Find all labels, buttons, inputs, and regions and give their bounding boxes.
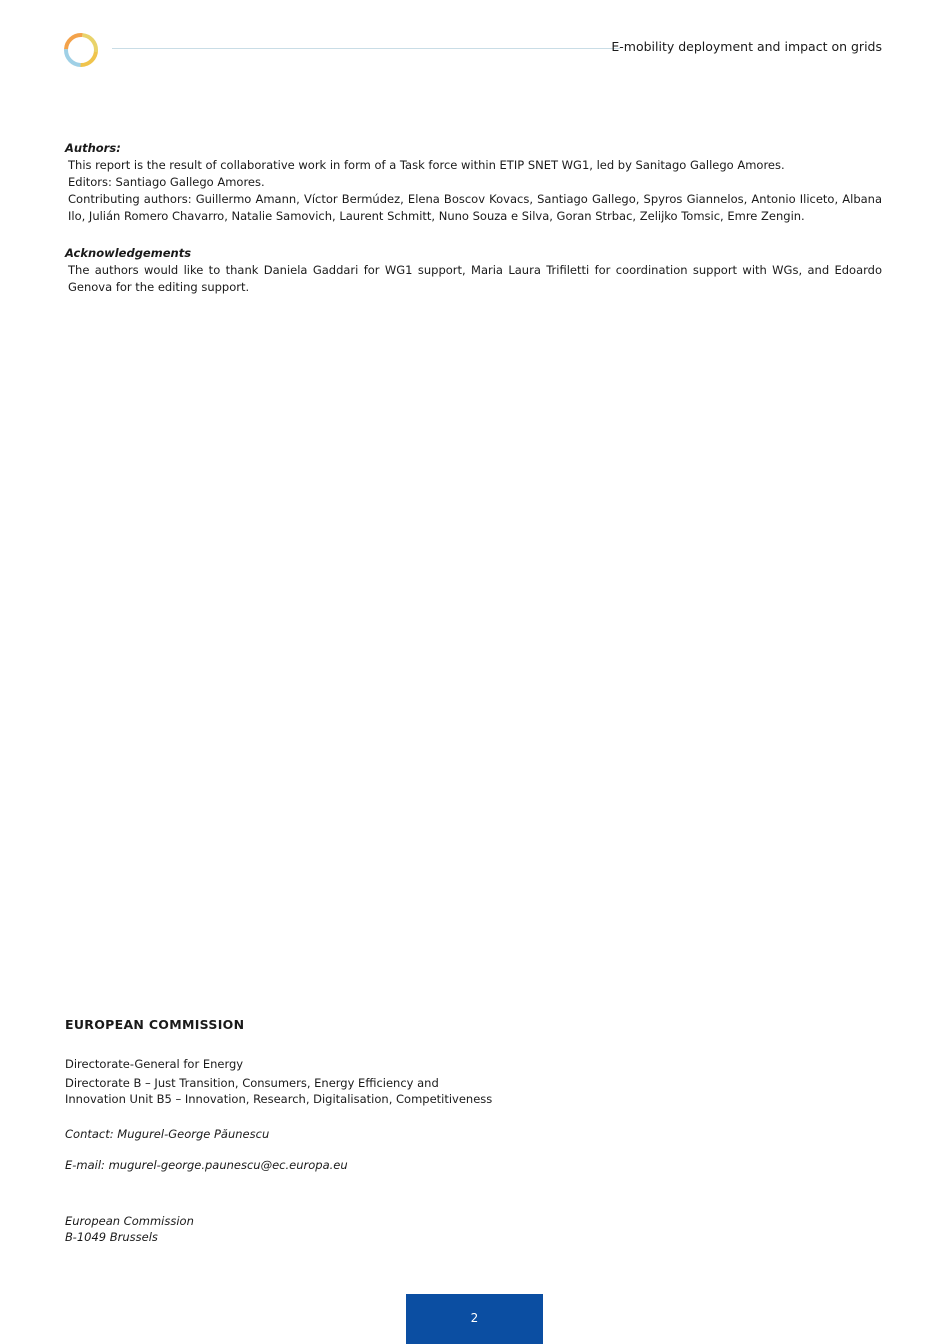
contact-line: Contact: Mugurel-George Păunescu <box>65 1127 270 1141</box>
directorate-general: Directorate-General for Energy <box>65 1057 244 1071</box>
authors-section <box>68 157 882 225</box>
acknowledgements-heading: Acknowledgements <box>65 246 192 260</box>
document-title: E-mobility deployment and impact on grids <box>611 39 882 54</box>
authors-intro: This report is the result of collaborative work in form of a Task force within ETIP SNET WG1, led by Sanitago Gallego Amores. <box>68 158 785 172</box>
header-divider <box>112 48 620 49</box>
address-line-1: European Commission <box>65 1214 194 1228</box>
address-line-2: B-1049 Brussels <box>65 1230 158 1244</box>
directorate-line-2: Innovation Unit B5 – Innovation, Research, Digitalisation, Competitiveness <box>65 1092 493 1106</box>
page-number-box <box>406 1294 543 1344</box>
logo-ring-icon <box>62 31 100 69</box>
european-commission-heading: EUROPEAN COMMISSION <box>65 1017 245 1032</box>
email-line: E-mail: mugurel-george.paunescu@ec.europa.eu <box>65 1158 348 1172</box>
authors-heading: Authors: <box>65 141 121 155</box>
acknowledgements-text: The authors would like to thank Daniela Gaddari for WG1 support, Maria Laura Trifiletti for coordination support with WGs, and Edoardo Genova for the editing support. <box>68 263 882 294</box>
editors-line: Editors: Santiago Gallego Amores. <box>68 175 265 189</box>
contributing-authors: Contributing authors: Guillermo Amann, Víctor Bermúdez, Elena Boscov Kovacs, Santiago Gallego, Spyros Giannelos, Antonio Iliceto, Albana Ilo, Julián Romero Chavarro, Natalie Samovich, Laurent Schmitt, Nuno Souza e Silva, Goran Strbac, Zelijko Tomsic, Emre Zengin. <box>68 192 882 223</box>
page-number: 2 <box>470 1311 479 1325</box>
directorate-line-1: Directorate B – Just Transition, Consumers, Energy Efficiency and <box>65 1076 439 1090</box>
